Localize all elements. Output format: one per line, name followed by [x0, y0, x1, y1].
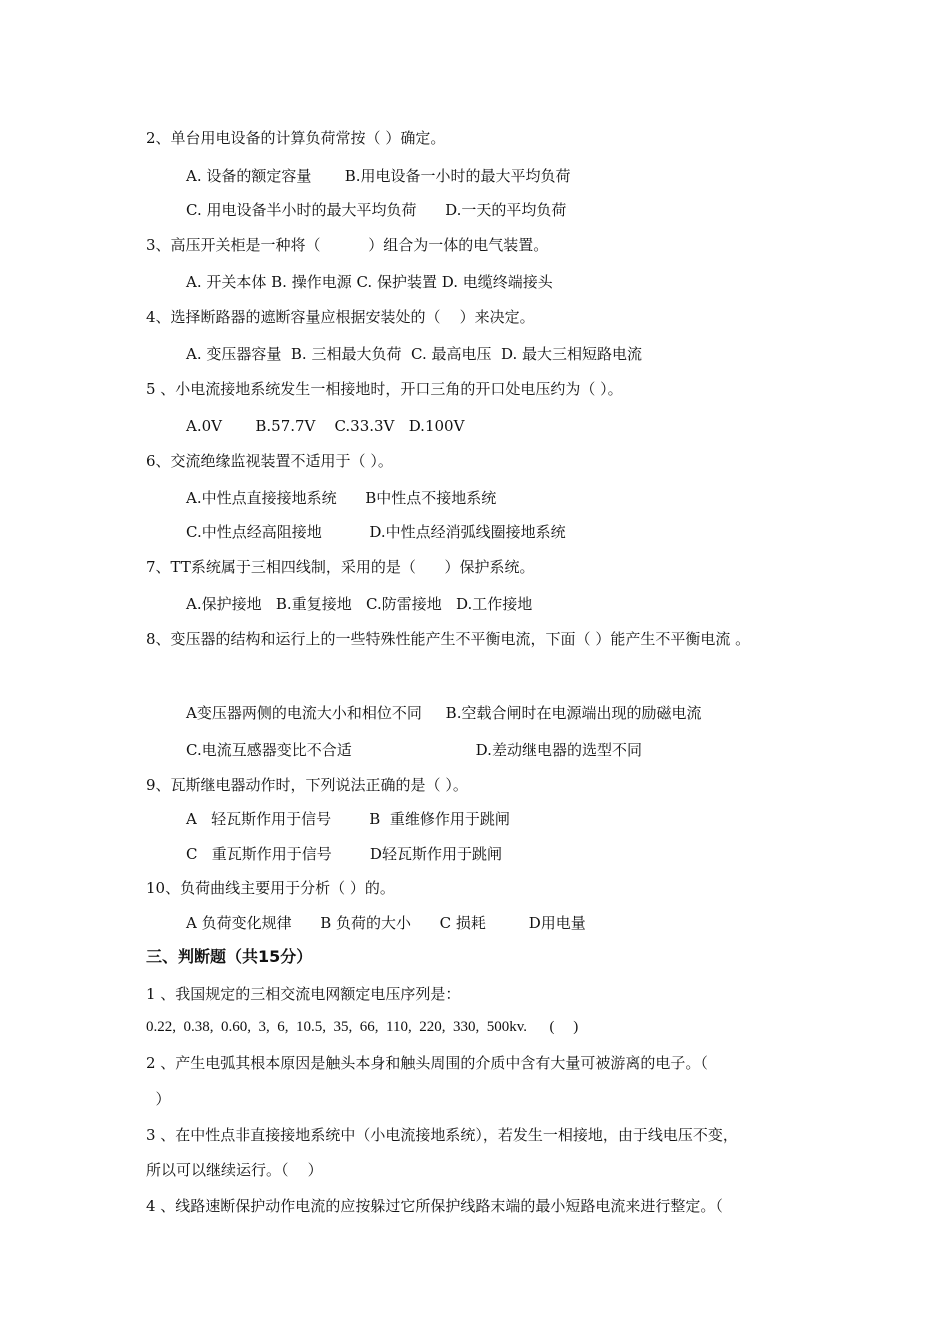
options-2-row-1: A. 设备的额定容量 B.用电设备一小时的最大平均负荷	[186, 167, 571, 185]
judge-1: 1 、我国规定的三相交流电网额定电压序列是：	[146, 985, 461, 1003]
question-10: 10、负荷曲线主要用于分析（ ）的。	[146, 879, 395, 897]
options-8-row-1: A变压器两侧的电流大小和相位不同 B.空载合闸时在电源端出现的励磁电流	[186, 704, 702, 722]
options-10: A 负荷变化规律 B 负荷的大小 C 损耗 D用电量	[186, 914, 586, 932]
question-6: 6、交流绝缘监视装置不适用于（ ）。	[146, 452, 393, 470]
question-3: 3、高压开关柜是一种将（ ）组合为一体的电气装置。	[146, 236, 549, 254]
options-6-row-2: C.中性点经高阻接地 D.中性点经消弧线圈接地系统	[186, 523, 566, 541]
options-9-row-1: A 轻瓦斯作用于信号 B 重维修作用于跳闸	[186, 810, 510, 828]
options-5: A.0V B.57.7V C.33.3V D.100V	[186, 417, 465, 435]
options-3: A. 开关本体 B. 操作电源 C. 保护装置 D. 电缆终端接头	[186, 273, 553, 291]
judge-4: 4 、线路速断保护动作电流的应按躲过它所保护线路末端的最小短路电流来进行整定。（	[146, 1197, 723, 1215]
judge-1-voltages: 0.22, 0.38, 0.60, 3, 6, 10.5, 35, 66, 110, 220, 330, 500kv. ( )	[146, 1019, 579, 1035]
judge-3: 3 、在中性点非直接接地系统中（小电流接地系统），若发生一相接地，由于线电压不变，	[146, 1126, 738, 1144]
question-5: 5 、小电流接地系统发生一相接地时，开口三角的开口处电压约为（ ）。	[146, 380, 623, 398]
options-7: A.保护接地 B.重复接地 C.防雷接地 D.工作接地	[186, 595, 533, 613]
options-8-row-2: C.电流互感器变比不合适 D.差动继电器的选型不同	[186, 741, 642, 759]
options-9-row-2: C 重瓦斯作用于信号 D轻瓦斯作用于跳闸	[186, 845, 502, 863]
question-8: 8、变压器的结构和运行上的一些特殊性能产生不平衡电流，下面（ ）能产生不平衡电流 。	[146, 630, 751, 648]
question-4: 4、选择断路器的遮断容量应根据安装处的（ ）来决定。	[146, 308, 535, 326]
options-2-row-2: C. 用电设备半小时的最大平均负荷 D.一天的平均负荷	[186, 201, 567, 219]
judge-3-cont: 所以可以继续运行。（ ）	[146, 1161, 323, 1179]
judge-2: 2 、产生电弧其根本原因是触头本身和触头周围的介质中含有大量可被游离的电子。（	[146, 1054, 708, 1072]
question-9: 9、瓦斯继电器动作时，下列说法正确的是（ ）。	[146, 776, 468, 794]
section-3-heading: 三、判断题（共15分）	[146, 947, 313, 966]
question-2: 2、单台用电设备的计算负荷常按（ ）确定。	[146, 129, 446, 147]
judge-2-cont: ）	[146, 1090, 171, 1108]
options-4: A. 变压器容量 B. 三相最大负荷 C. 最高电压 D. 最大三相短路电流	[186, 345, 643, 363]
options-6-row-1: A.中性点直接接地系统 B中性点不接地系统	[186, 489, 497, 507]
question-7: 7、TT系统属于三相四线制，采用的是（ ）保护系统。	[146, 558, 535, 576]
